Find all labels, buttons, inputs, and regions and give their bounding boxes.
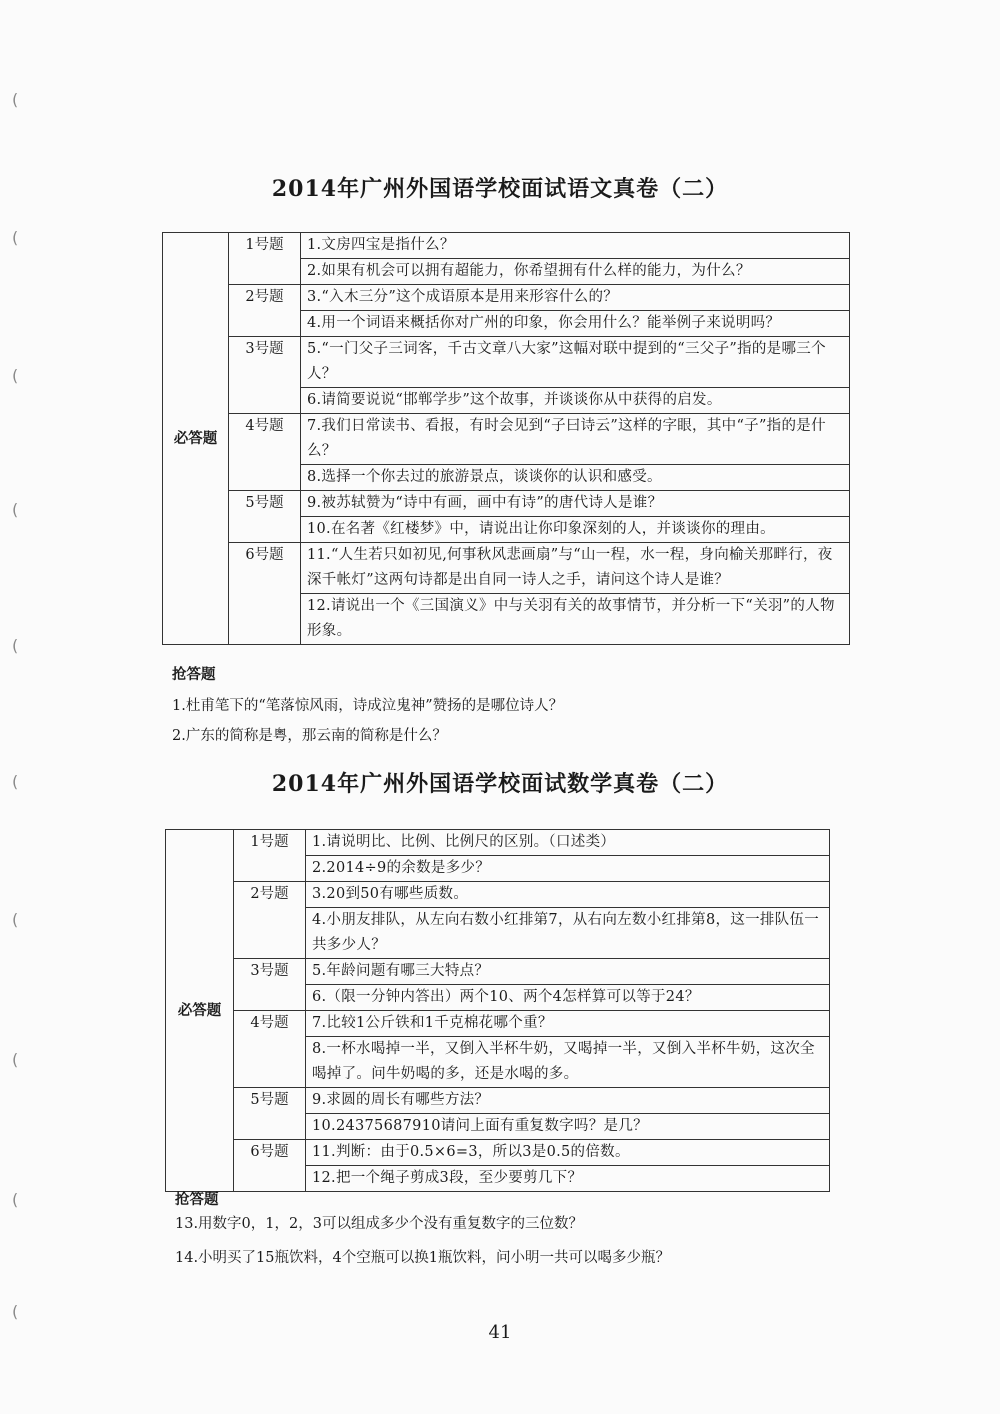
table-row xyxy=(163,414,850,465)
question-text: 10.在名著《红楼梦》中，请说出让你印象深刻的人，并谈谈你的理由。 xyxy=(301,517,850,543)
question-text: 4.用一个词语来概括你对广州的印象，你会用什么？能举例子来说明吗？ xyxy=(301,311,850,337)
question-group-label: 1号题 xyxy=(234,830,306,882)
quick-question: 14.小明买了15瓶饮料，4个空瓶可以换1瓶饮料，问小明一共可以喝多少瓶？ xyxy=(175,1250,670,1266)
question-group-label: 2号题 xyxy=(234,882,306,959)
question-text: 11.判断：由于0.5×6=3，所以3是0.5的倍数。 xyxy=(306,1140,830,1166)
question-text: 7.我们日常读书、看报，有时会见到“子曰诗云”这样的字眼，其中“子”指的是什么？ xyxy=(301,414,850,465)
question-text: 9.求圆的周长有哪些方法？ xyxy=(306,1088,830,1114)
table-row xyxy=(163,337,850,388)
question-group-label: 2号题 xyxy=(229,285,301,337)
question-group-label: 6号题 xyxy=(229,543,301,645)
question-group-label: 3号题 xyxy=(229,337,301,414)
binding-mark: ( xyxy=(12,90,19,109)
table-row xyxy=(166,959,830,985)
question-text: 9.被苏轼赞为“诗中有画，画中有诗”的唐代诗人是谁？ xyxy=(301,491,850,517)
question-text: 3.“入木三分”这个成语原本是用来形容什么的？ xyxy=(301,285,850,311)
question-text: 5.“一门父子三词客，千古文章八大家”这幅对联中提到的“三父子”指的是哪三个人？ xyxy=(301,337,850,388)
quick-question: 2.广东的简称是粤，那云南的简称是什么？ xyxy=(172,728,447,744)
table-row xyxy=(166,830,830,856)
table-row xyxy=(163,491,850,517)
binding-mark: ( xyxy=(12,1302,19,1321)
binding-mark: ( xyxy=(12,500,19,519)
question-group-label: 5号题 xyxy=(234,1088,306,1140)
question-text: 7.比较1公斤铁和1千克棉花哪个重？ xyxy=(306,1011,830,1037)
page-number: 41 xyxy=(488,1322,512,1343)
binding-mark: ( xyxy=(12,228,19,247)
math-question-table xyxy=(165,829,830,1192)
chinese-exam-title: 2014年广州外国语学校面试语文真卷（二） xyxy=(271,176,729,202)
table-row xyxy=(166,1011,830,1037)
table-row xyxy=(166,882,830,908)
question-text: 6.请简要说说“邯郸学步”这个故事，并谈谈你从中获得的启发。 xyxy=(301,388,850,414)
question-text: 8.选择一个你去过的旅游景点，谈谈你的认识和感受。 xyxy=(301,465,850,491)
question-group-label: 4号题 xyxy=(229,414,301,491)
binding-mark: ( xyxy=(12,1050,19,1069)
table-row xyxy=(166,1140,830,1166)
question-text: 2.如果有机会可以拥有超能力，你希望拥有什么样的能力，为什么？ xyxy=(301,259,850,285)
question-text: 1.请说明比、比例、比例尺的区别。（口述类） xyxy=(306,830,830,856)
question-group-label: 4号题 xyxy=(234,1011,306,1088)
question-text: 6.（限一分钟内答出）两个10、两个4怎样算可以等于24？ xyxy=(306,985,830,1011)
question-text: 2.2014÷9的余数是多少？ xyxy=(306,856,830,882)
quick-answer-label: 抢答题 xyxy=(172,666,216,683)
table-row xyxy=(166,1088,830,1114)
question-text: 12.请说出一个《三国演义》中与关羽有关的故事情节，并分析一下“关羽”的人物形象。 xyxy=(301,594,850,645)
table-row xyxy=(163,543,850,594)
table-row xyxy=(163,233,850,259)
question-text: 8.一杯水喝掉一半，又倒入半杯牛奶，又喝掉一半，又倒入半杯牛奶，这次全喝掉了。问牛奶喝的多，还是水喝的多。 xyxy=(306,1037,830,1088)
chinese-question-table xyxy=(162,232,850,645)
question-group-label: 3号题 xyxy=(234,959,306,1011)
question-text: 5.年龄问题有哪三大特点？ xyxy=(306,959,830,985)
question-group-label: 1号题 xyxy=(229,233,301,285)
question-text: 3.20到50有哪些质数。 xyxy=(306,882,830,908)
question-text: 1.文房四宝是指什么？ xyxy=(301,233,850,259)
question-text: 10.24375687910请问上面有重复数字吗？是几？ xyxy=(306,1114,830,1140)
math-exam-title: 2014年广州外国语学校面试数学真卷（二） xyxy=(271,771,729,797)
question-group-label: 5号题 xyxy=(229,491,301,543)
question-text: 4.小朋友排队，从左向右数小红排第7，从右向左数小红排第8，这一排队伍一共多少人？ xyxy=(306,908,830,959)
required-section-label: 必答题 xyxy=(163,233,229,645)
required-section-label: 必答题 xyxy=(166,830,234,1192)
binding-mark: ( xyxy=(12,910,19,929)
binding-mark: ( xyxy=(12,772,19,791)
table-row xyxy=(163,285,850,311)
binding-mark: ( xyxy=(12,366,19,385)
quick-question: 1.杜甫笔下的“笔落惊风雨，诗成泣鬼神”赞扬的是哪位诗人？ xyxy=(172,698,564,714)
question-group-label: 6号题 xyxy=(234,1140,306,1192)
quick-answer-label: 抢答题 xyxy=(175,1191,219,1208)
quick-question: 13.用数字0，1，2，3可以组成多少个没有重复数字的三位数？ xyxy=(175,1216,583,1232)
binding-mark: ( xyxy=(12,1190,19,1209)
question-text: 11.“人生若只如初见,何事秋风悲画扇”与“山一程，水一程，身向榆关那畔行，夜深千帐灯”这两句诗都是出自同一诗人之手，请问这个诗人是谁？ xyxy=(301,543,850,594)
question-text: 12.把一个绳子剪成3段，至少要剪几下？ xyxy=(306,1166,830,1192)
binding-mark: ( xyxy=(12,636,19,655)
